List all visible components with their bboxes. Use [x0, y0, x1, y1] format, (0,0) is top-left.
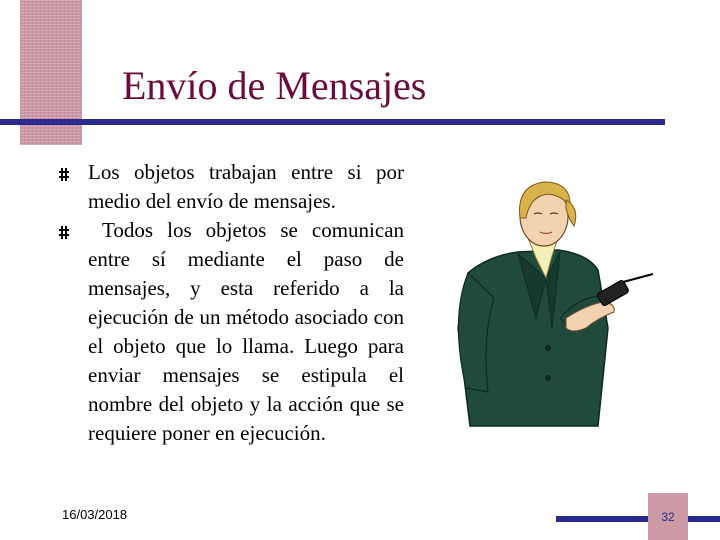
bullet-item: [58, 216, 410, 448]
footer-divider: [556, 516, 720, 522]
woman-with-phone-illustration: [448, 178, 660, 428]
hash-bullet-icon: [58, 168, 70, 181]
slide-date: 16/03/2018: [62, 507, 128, 522]
bullet-item: [58, 158, 404, 216]
hash-bullet-icon: [58, 226, 70, 239]
bullet-text: Los objetos trabajan entre si por medio del envío de mensajes.: [88, 160, 404, 213]
bullet-list: [58, 158, 410, 448]
title-divider: [0, 119, 665, 125]
bullet-text: Todos los objetos se comunican entre sí mediante el paso de mensajes, y esta referido a la ejecución de un método asociado con el objeto que lo llama. Luego para enviar mensajes se estipula el nombre del objeto y la acción que se requiere poner en ejecución.: [88, 218, 410, 445]
page-number: 32: [661, 510, 675, 524]
slide-title: Envío de Mensajes: [122, 63, 427, 108]
